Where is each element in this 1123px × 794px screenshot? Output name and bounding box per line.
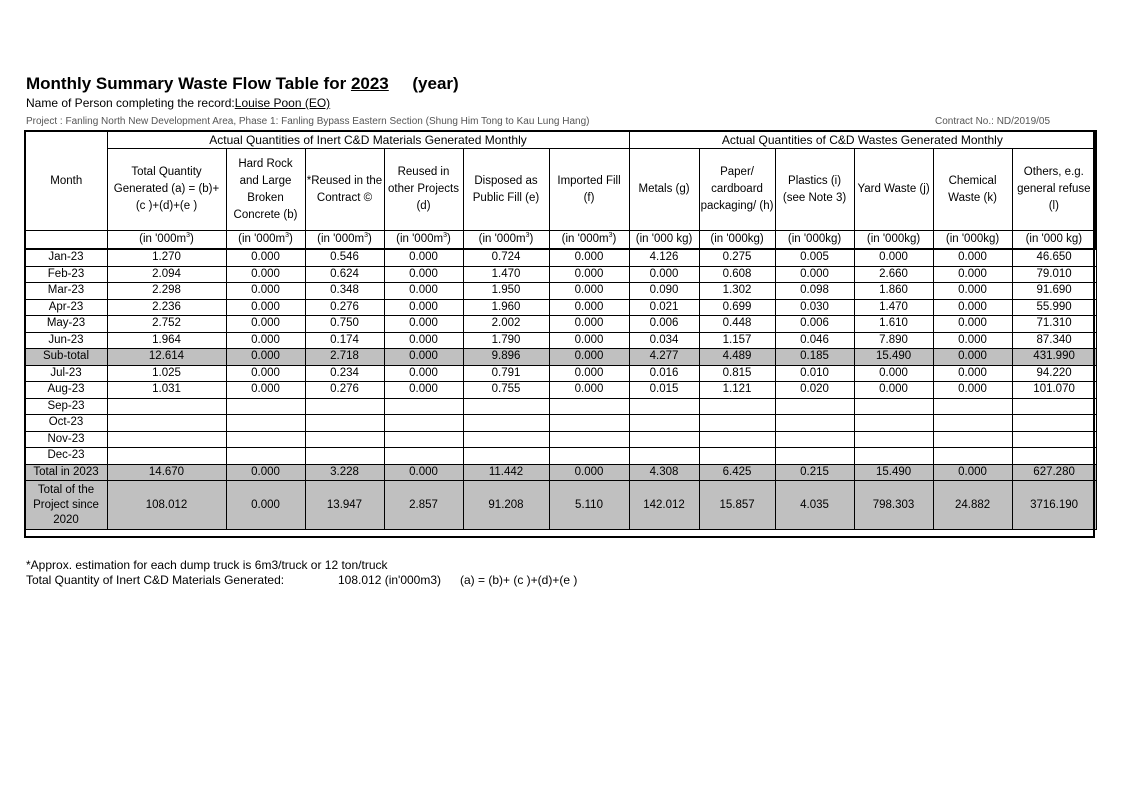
table-row: [25, 448, 1096, 465]
table-cell: [854, 448, 933, 465]
table-cell: 1.790: [463, 332, 549, 349]
table-cell: 11.442: [463, 464, 549, 481]
table-cell: [933, 448, 1012, 465]
table-cell: [699, 448, 775, 465]
table-cell: [226, 448, 305, 465]
table-cell: 0.006: [775, 316, 854, 333]
table-cell: 0.000: [384, 266, 463, 283]
table-cell: 7.890: [854, 332, 933, 349]
table-cell: 2.002: [463, 316, 549, 333]
table-cell: 0.000: [384, 365, 463, 382]
month-header: Month: [25, 131, 107, 231]
table-cell: [775, 448, 854, 465]
table-cell: 0.000: [549, 299, 629, 316]
table-cell: 0.699: [699, 299, 775, 316]
column-unit: (in '$000m^3$): [305, 231, 384, 250]
column-header: Others, e.g. general refuse (l): [1012, 149, 1096, 231]
table-cell: 0.000: [226, 299, 305, 316]
table-cell: 0.000: [384, 249, 463, 266]
table-cell: 0.000: [933, 266, 1012, 283]
total-quantity-formula: (a) = (b)+ (c )+(d)+(e ): [460, 573, 578, 587]
table-cell: 0.000: [226, 249, 305, 266]
table-cell: 1.950: [463, 283, 549, 300]
table-cell: [699, 398, 775, 415]
table-cell: 0.000: [226, 316, 305, 333]
table-row: [25, 316, 1096, 333]
table-row: [25, 249, 1096, 266]
column-header: Total Quantity Generated (a) = (b)+ (c )+(d)+(e ): [107, 149, 226, 231]
table-cell: 0.006: [629, 316, 699, 333]
column-unit: (in '$000m^3$): [549, 231, 629, 250]
table-cell: 0.000: [549, 283, 629, 300]
table-cell: [854, 415, 933, 432]
table-cell: 0.090: [629, 283, 699, 300]
table-cell: 1.610: [854, 316, 933, 333]
column-header: Chemical Waste (k): [933, 149, 1012, 231]
column-header: Paper/ cardboard packaging/ (h): [699, 149, 775, 231]
table-cell: 627.280: [1012, 464, 1096, 481]
table-cell: 0.000: [549, 365, 629, 382]
row-month: Jul-23: [25, 365, 107, 382]
table-cell: [226, 431, 305, 448]
table-row: [25, 349, 1096, 366]
table-cell: 15.490: [854, 464, 933, 481]
table-cell: 0.098: [775, 283, 854, 300]
table-cell: 0.000: [933, 316, 1012, 333]
table-row: [25, 382, 1096, 399]
table-cell: 0.000: [549, 266, 629, 283]
row-month: Apr-23: [25, 299, 107, 316]
table-cell: 0.000: [854, 249, 933, 266]
table-cell: 0.000: [226, 365, 305, 382]
table-cell: 1.470: [463, 266, 549, 283]
table-cell: 13.947: [305, 481, 384, 530]
table-cell: 0.000: [226, 382, 305, 399]
table-cell: 0.185: [775, 349, 854, 366]
table-cell: 0.724: [463, 249, 549, 266]
table-cell: [549, 415, 629, 432]
table-row: [25, 415, 1096, 432]
table-cell: [1012, 415, 1096, 432]
table-cell: 1.964: [107, 332, 226, 349]
row-month: Total of the Project since 2020: [25, 481, 107, 530]
table-cell: 3716.190: [1012, 481, 1096, 530]
table-cell: [107, 415, 226, 432]
column-unit: (in '000 kg): [1012, 231, 1096, 250]
table-cell: 0.020: [775, 382, 854, 399]
table-cell: 46.650: [1012, 249, 1096, 266]
table-cell: 94.220: [1012, 365, 1096, 382]
table-cell: 0.000: [384, 382, 463, 399]
column-unit: (in '$000m^3$): [107, 231, 226, 250]
table-cell: 14.670: [107, 464, 226, 481]
column-header: Hard Rock and Large Broken Concrete (b): [226, 149, 305, 231]
table-cell: [107, 431, 226, 448]
row-month: Dec-23: [25, 448, 107, 465]
table-cell: 142.012: [629, 481, 699, 530]
table-cell: 0.000: [384, 316, 463, 333]
table-cell: 0.000: [384, 349, 463, 366]
table-cell: 798.303: [854, 481, 933, 530]
table-cell: [699, 415, 775, 432]
table-cell: 0.000: [775, 266, 854, 283]
table-cell: 0.750: [305, 316, 384, 333]
column-unit: (in '000kg): [775, 231, 854, 250]
table-cell: 3.228: [305, 464, 384, 481]
table-cell: 0.000: [226, 481, 305, 530]
table-cell: 24.882: [933, 481, 1012, 530]
row-month: Sep-23: [25, 398, 107, 415]
table-cell: [629, 431, 699, 448]
table-cell: 0.000: [933, 283, 1012, 300]
table-cell: 0.815: [699, 365, 775, 382]
table-cell: [305, 415, 384, 432]
table-cell: 0.000: [629, 266, 699, 283]
table-cell: 0.755: [463, 382, 549, 399]
table-row: [25, 464, 1096, 481]
table-cell: 0.016: [629, 365, 699, 382]
table-row: [25, 266, 1096, 283]
table-cell: 0.275: [699, 249, 775, 266]
table-cell: 12.614: [107, 349, 226, 366]
table-cell: 0.608: [699, 266, 775, 283]
table-cell: 2.298: [107, 283, 226, 300]
table-cell: 1.960: [463, 299, 549, 316]
table-cell: 0.000: [549, 464, 629, 481]
column-header: *Reused in the Contract ©: [305, 149, 384, 231]
table-cell: [775, 398, 854, 415]
person-completing-record: Name of Person completing the record:Louise Poon (EO): [26, 96, 331, 110]
table-cell: 0.791: [463, 365, 549, 382]
table-cell: 2.752: [107, 316, 226, 333]
row-month: Feb-23: [25, 266, 107, 283]
table-cell: [305, 398, 384, 415]
table-cell: 1.121: [699, 382, 775, 399]
table-cell: 0.000: [226, 283, 305, 300]
table-cell: 0.000: [854, 365, 933, 382]
table-cell: [226, 415, 305, 432]
table-cell: 4.126: [629, 249, 699, 266]
dump-truck-note: *Approx. estimation for each dump truck is 6m3/truck or 12 ton/truck: [26, 558, 388, 572]
table-cell: 0.348: [305, 283, 384, 300]
table-cell: [775, 431, 854, 448]
column-unit: (in '000 kg): [629, 231, 699, 250]
table-cell: 1.025: [107, 365, 226, 382]
table-cell: [549, 398, 629, 415]
table-cell: 0.000: [549, 349, 629, 366]
table-cell: 91.208: [463, 481, 549, 530]
table-cell: [463, 431, 549, 448]
inert-group-header: Actual Quantities of Inert C&D Materials Generated Monthly: [107, 131, 629, 149]
column-header: Yard Waste (j): [854, 149, 933, 231]
table-cell: 55.990: [1012, 299, 1096, 316]
table-cell: 0.000: [549, 382, 629, 399]
table-cell: 0.215: [775, 464, 854, 481]
table-cell: 0.000: [384, 299, 463, 316]
column-unit: (in '000kg): [699, 231, 775, 250]
table-cell: [549, 431, 629, 448]
table-cell: [107, 398, 226, 415]
column-unit: (in '000kg): [933, 231, 1012, 250]
table-row: [25, 299, 1096, 316]
table-cell: 0.000: [226, 332, 305, 349]
table-cell: 2.857: [384, 481, 463, 530]
table-cell: [107, 448, 226, 465]
table-cell: 0.034: [629, 332, 699, 349]
table-cell: 15.490: [854, 349, 933, 366]
table-cell: [305, 448, 384, 465]
table-cell: 0.000: [933, 464, 1012, 481]
table-cell: 0.000: [384, 283, 463, 300]
table-cell: 0.000: [549, 316, 629, 333]
column-unit: (in '$000m^3$): [226, 231, 305, 250]
table-row: [25, 481, 1096, 530]
row-month: Total in 2023: [25, 464, 107, 481]
project-description: Project : Fanling North New Development Area, Phase 1: Fanling Bypass Eastern Section (Shung Him Tong to Kau Lung Hang): [26, 116, 590, 127]
table-cell: 2.236: [107, 299, 226, 316]
table-cell: 1.860: [854, 283, 933, 300]
table-cell: [549, 448, 629, 465]
contract-number: Contract No.: ND/2019/05: [935, 116, 1051, 127]
table-cell: 108.012: [107, 481, 226, 530]
table-cell: 0.000: [549, 332, 629, 349]
table-cell: 2.718: [305, 349, 384, 366]
table-cell: 0.546: [305, 249, 384, 266]
table-cell: 0.000: [933, 299, 1012, 316]
table-cell: 2.094: [107, 266, 226, 283]
column-unit: (in '$000m^3$): [384, 231, 463, 250]
table-cell: [933, 431, 1012, 448]
table-cell: 0.000: [384, 332, 463, 349]
table-cell: 2.660: [854, 266, 933, 283]
table-cell: 0.030: [775, 299, 854, 316]
table-cell: [384, 415, 463, 432]
table-cell: 6.425: [699, 464, 775, 481]
table-cell: [384, 398, 463, 415]
row-month: Sub-total: [25, 349, 107, 366]
table-cell: [854, 431, 933, 448]
table-cell: [1012, 431, 1096, 448]
table-cell: 0.000: [549, 249, 629, 266]
table-cell: 0.010: [775, 365, 854, 382]
column-header: Reused in other Projects (d): [384, 149, 463, 231]
table-cell: [384, 448, 463, 465]
table-cell: 0.000: [854, 382, 933, 399]
table-cell: 0.000: [226, 464, 305, 481]
table-cell: 101.070: [1012, 382, 1096, 399]
row-month: Jun-23: [25, 332, 107, 349]
column-unit: (in '000kg): [854, 231, 933, 250]
table-cell: 79.010: [1012, 266, 1096, 283]
table-cell: [629, 398, 699, 415]
waste-group-header: Actual Quantities of C&D Wastes Generated Monthly: [629, 131, 1096, 149]
title-year: 2023: [350, 74, 389, 93]
table-cell: 0.000: [384, 464, 463, 481]
table-cell: 1.302: [699, 283, 775, 300]
table-cell: [305, 431, 384, 448]
table-cell: 0.015: [629, 382, 699, 399]
column-unit: (in '$000m^3$): [463, 231, 549, 250]
table-cell: [463, 398, 549, 415]
table-cell: [854, 398, 933, 415]
table-cell: [699, 431, 775, 448]
row-month: May-23: [25, 316, 107, 333]
table-cell: 87.340: [1012, 332, 1096, 349]
table-cell: 1.470: [854, 299, 933, 316]
table-cell: 1.031: [107, 382, 226, 399]
table-cell: 9.896: [463, 349, 549, 366]
table-row: [25, 365, 1096, 382]
table-cell: [933, 398, 1012, 415]
table-cell: [226, 398, 305, 415]
month-unit-cell: [25, 231, 107, 250]
table-cell: 0.234: [305, 365, 384, 382]
table-cell: [629, 415, 699, 432]
table-cell: 5.110: [549, 481, 629, 530]
column-header: Plastics (i) (see Note 3): [775, 149, 854, 231]
table-cell: 4.277: [629, 349, 699, 366]
table-cell: [384, 431, 463, 448]
row-month: Nov-23: [25, 431, 107, 448]
table-cell: [775, 415, 854, 432]
table-row: [25, 431, 1096, 448]
row-month: Aug-23: [25, 382, 107, 399]
table-cell: 4.308: [629, 464, 699, 481]
table-cell: 0.276: [305, 299, 384, 316]
table-cell: 0.000: [226, 266, 305, 283]
table-cell: 0.000: [933, 382, 1012, 399]
table-cell: 4.489: [699, 349, 775, 366]
table-cell: 0.174: [305, 332, 384, 349]
table-cell: 0.276: [305, 382, 384, 399]
row-month: Jan-23: [25, 249, 107, 266]
waste-flow-table: [24, 130, 1097, 530]
table-cell: 431.990: [1012, 349, 1096, 366]
column-header: Metals (g): [629, 149, 699, 231]
table-cell: 0.624: [305, 266, 384, 283]
person-name: Louise Poon (EO): [234, 96, 331, 110]
total-quantity-note: Total Quantity of Inert C&D Materials Generated: 108.012 (in'000m3) (a) = (b)+ (c )+(d)+(e ): [26, 573, 578, 587]
row-month: Mar-23: [25, 283, 107, 300]
table-row: [25, 398, 1096, 415]
column-header: Disposed as Public Fill (e): [463, 149, 549, 231]
total-quantity-value: 108.012 (in'000m3): [338, 573, 442, 587]
table-cell: 91.690: [1012, 283, 1096, 300]
table-cell: 1.157: [699, 332, 775, 349]
row-month: Oct-23: [25, 415, 107, 432]
table-cell: [463, 415, 549, 432]
table-cell: 0.005: [775, 249, 854, 266]
table-cell: [1012, 448, 1096, 465]
table-cell: 0.000: [933, 249, 1012, 266]
table-cell: [933, 415, 1012, 432]
table-cell: 0.000: [933, 365, 1012, 382]
table-cell: 15.857: [699, 481, 775, 530]
table-cell: 0.021: [629, 299, 699, 316]
table-cell: 0.000: [933, 349, 1012, 366]
table-row: [25, 332, 1096, 349]
table-cell: 4.035: [775, 481, 854, 530]
table-cell: 0.000: [226, 349, 305, 366]
table-row: [25, 283, 1096, 300]
table-cell: [629, 448, 699, 465]
table-cell: 0.448: [699, 316, 775, 333]
page-title: Monthly Summary Waste Flow Table for 2023 (year): [26, 74, 459, 93]
table-cell: 71.310: [1012, 316, 1096, 333]
table-cell: 1.270: [107, 249, 226, 266]
table-cell: [1012, 398, 1096, 415]
table-cell: [463, 448, 549, 465]
table-cell: 0.000: [933, 332, 1012, 349]
column-header: Imported Fill (f): [549, 149, 629, 231]
table-cell: 0.046: [775, 332, 854, 349]
